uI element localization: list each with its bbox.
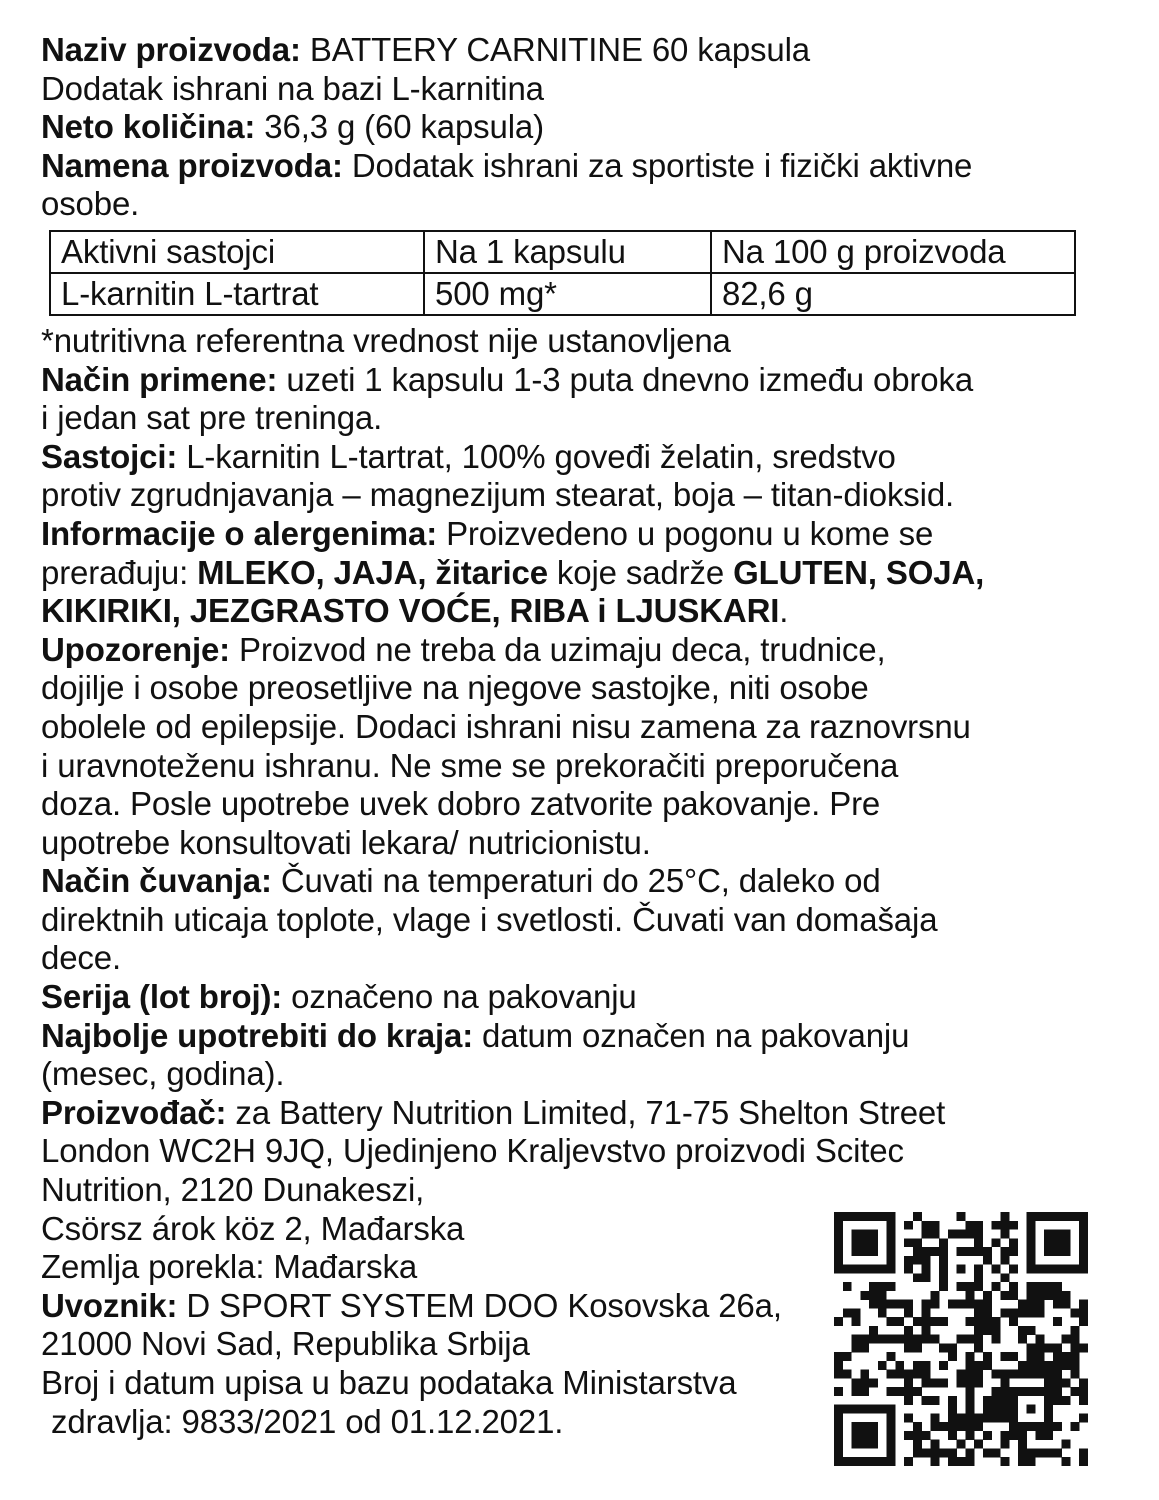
importer-line-2: 21000 Novi Sad, Republika Srbija <box>41 1325 530 1363</box>
manufacturer-line-2: London WC2H 9JQ, Ujedinjeno Kraljevstvo proizvodi Scitec <box>41 1132 904 1170</box>
warning-value: Proizvod ne treba da uzimaju deca, trudnice, <box>230 630 886 668</box>
registry-line-2: zdravlja: 9833/2021 od 01.12.2021. <box>51 1402 564 1440</box>
purpose-label: Namena proizvoda: <box>41 146 343 184</box>
storage-label: Način čuvanja: <box>41 862 272 900</box>
product-name-label: Naziv proizvoda: <box>41 31 301 68</box>
table-header-cell: Na 100 g proizvoda <box>711 231 1075 273</box>
allergens-bold: MLEKO, JAJA, žitarice <box>197 553 548 591</box>
net-quantity-label: Neto količina: <box>41 108 256 146</box>
best-before-label: Najbolje upotrebiti do kraja: <box>41 1016 474 1054</box>
purpose-line-2: osobe. <box>41 185 140 223</box>
table-header-row <box>50 231 1075 273</box>
table-header-cell: Aktivni sastojci <box>50 231 424 273</box>
usage-line <box>41 361 1121 400</box>
qr-code-icon <box>834 1212 1088 1466</box>
warning-label: Upozorenje: <box>41 630 231 668</box>
manufacturer-line-3: Nutrition, 2120 Dunakeszi, <box>41 1171 425 1209</box>
registry-line: Broj i datum upisa u bazu podataka Ministarstva <box>41 1364 737 1401</box>
usage-label: Način primene: <box>41 360 278 398</box>
warning-line-4: i uravnoteženu ishranu. Ne sme se prekoračiti preporučena <box>41 746 899 784</box>
manufacturer-label: Proizvođač: <box>41 1093 227 1131</box>
warning-line-3: obolele od epilepsije. Dodaci ishrani nisu zamena za raznovrsnu <box>41 707 971 745</box>
purpose-value: Dodatak ishrani za sportiste i fizički aktivne <box>342 146 973 184</box>
ingredients-label: Sastojci: <box>41 437 178 475</box>
allergens-text: koje sadrže <box>547 553 734 591</box>
table-footnote: *nutritivna referentna vrednost nije ustanovljena <box>41 321 731 359</box>
warning-line-6: upotrebe konsultovati lekara/ nutricionistu. <box>41 823 651 861</box>
lot-line <box>41 978 1121 1017</box>
product-name-value: BATTERY CARNITINE 60 kapsula <box>300 31 810 68</box>
lot-value: označeno na pakovanju <box>282 978 637 1016</box>
storage-line-2: direktnih uticaja toplote, vlage i svetlosti. Čuvati van domašaja <box>41 900 938 938</box>
country-of-origin: Zemlja porekla: Mađarska <box>41 1248 418 1286</box>
lot-label: Serija (lot broj): <box>41 978 283 1016</box>
storage-value: Čuvati na temperaturi do 25°C, daleko od <box>271 862 881 900</box>
best-before-line <box>41 1017 1121 1056</box>
product-name-line <box>41 31 1121 70</box>
warning-line-5: doza. Posle upotrebe uvek dobro zatvorite pakovanje. Pre <box>41 785 881 823</box>
usage-value: uzeti 1 kapsulu 1-3 puta dnevno između obroka <box>277 360 974 398</box>
ingredients-line <box>41 438 1121 477</box>
allergens-line-2 <box>41 554 1121 593</box>
warning-line-2: dojilje i osobe preosetljive na njegove sastojke, niti osobe <box>41 669 869 707</box>
ingredients-line-2: protiv zgrudnjavanja – magnezijum stearat, boja – titan-dioksid. <box>41 476 955 514</box>
product-subtitle: Dodatak ishrani na bazi L-karnitina <box>41 69 544 107</box>
allergens-text: . <box>779 592 789 630</box>
storage-line-3: dece. <box>41 939 121 977</box>
net-quantity-line <box>41 108 1121 147</box>
best-before-value: datum označen na pakovanju <box>473 1016 910 1054</box>
active-ingredients-table <box>49 230 1076 316</box>
ingredients-value: L-karnitin L-tartrat, 100% goveđi želatin, sredstvo <box>177 437 896 475</box>
table-cell: 82,6 g <box>711 273 1075 315</box>
importer-label: Uvoznik: <box>41 1286 178 1324</box>
allergens-line-3 <box>41 592 1121 631</box>
table-header-cell: Na 1 kapsulu <box>424 231 711 273</box>
warning-line <box>41 631 1121 670</box>
manufacturer-line <box>41 1094 1121 1133</box>
allergens-label: Informacije o alergenima: <box>41 514 438 552</box>
allergens-bold: GLUTEN, SOJA, <box>733 553 985 591</box>
purpose-line <box>41 147 1121 186</box>
best-before-line-2: (mesec, godina). <box>41 1055 285 1093</box>
table-cell: 500 mg* <box>424 273 711 315</box>
allergens-value: Proizvedeno u pogonu u kome se <box>437 514 934 552</box>
manufacturer-line-4: Csörsz árok köz 2, Mađarska <box>41 1209 465 1247</box>
table-cell: L-karnitin L-tartrat <box>50 273 424 315</box>
table-row <box>50 273 1075 315</box>
importer-value: D SPORT SYSTEM DOO Kosovska 26a, <box>177 1286 782 1324</box>
manufacturer-value: za Battery Nutrition Limited, 71-75 Shelton Street <box>226 1093 946 1131</box>
allergens-bold: KIKIRIKI, JEZGRASTO VOĆE, RIBA i LJUSKARI <box>41 592 780 630</box>
storage-line <box>41 862 1121 901</box>
usage-line-2: i jedan sat pre treninga. <box>41 399 383 437</box>
allergens-line <box>41 515 1121 554</box>
net-quantity-value: 36,3 g (60 kapsula) <box>255 108 544 146</box>
allergens-text: prerađuju: <box>41 553 198 591</box>
